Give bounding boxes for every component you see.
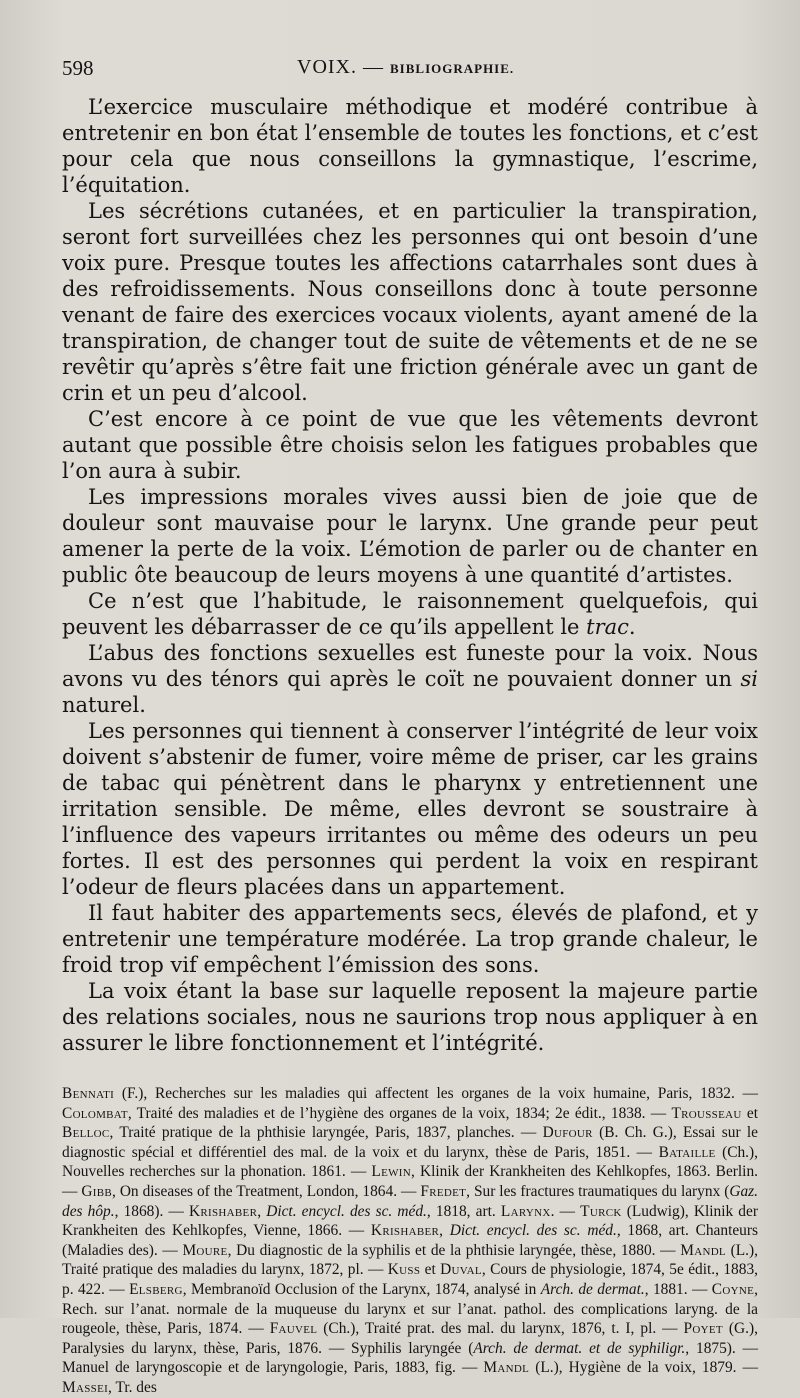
paragraph: Les personnes qui tiennent à conserver l’intégrité de leur voix doivent s’abstenir de fumer, voire même de priser, car les grains de tabac qui pénètrent dans le pharynx y entretiennent une irritation sensible. De même, elles devront se soustraire à l’influence des vapeurs irritantes ou même des odeurs un peu fortes. Il est des personnes qui perdent la voix en respirant l’odeur de fleurs placées dans un appartement. [62, 719, 758, 899]
ref-text: , Tr. des [108, 1378, 157, 1396]
body-text [62, 94, 758, 1056]
ref-text: (L.), Traité pratique des maladies du larynx, 1872, pl. — [62, 1241, 758, 1279]
ref-text: , Klinik der Krankheiten des Kehlkopfes, 1863. Berlin. — [62, 1163, 758, 1200]
ref-text: , 1881. — [644, 1280, 712, 1298]
ref-author: Krishaber [370, 1222, 440, 1240]
ref-text: , Rech. sur l’anat. normale de la muqueuse du larynx et sur l’anat. pathol. des complications laryng. de la rougeole, thèse, Paris, 1874. — [62, 1280, 758, 1338]
italic-term: si [740, 667, 758, 691]
ref-author: Fauvel [269, 1320, 318, 1338]
ref-text: , Traité pratique de la phthisie laryngée, Paris, 1837, planches. — [109, 1124, 543, 1142]
ref-author: Dufour [542, 1124, 593, 1142]
running-title-sub: BIBLIOGRAPHIE. [390, 61, 515, 76]
ref-author: Krishaber [189, 1202, 258, 1220]
ref-text: , Du diagnostic de la syphilis et de la phthisie laryngée, thèse, 1880. — [227, 1241, 681, 1259]
ref-text: , [439, 1222, 450, 1240]
ref-author: Fredet [420, 1182, 467, 1200]
ref-author: Moure [182, 1241, 228, 1259]
ref-text: (F.), Recherches sur les maladies qui affectent les organes de la voix humaine, Paris, 1832. — [114, 1085, 758, 1102]
ref-author: Duval [440, 1261, 482, 1279]
ref-text: . — [550, 1202, 581, 1220]
paragraph: L’exercice musculaire méthodique et modéré contribue à entretenir en bon état l’ensemble de toutes les fonctions, et c’est pour cela que nous conseillons la gymnastique, l’escrime, l’équitation. [62, 95, 758, 197]
ref-text: (Ch.), Nouvelles recherches sur la phonation. 1861. — [62, 1143, 758, 1181]
paragraph: La voix étant la base sur laquelle reposent la majeure partie des relations sociales, nous ne saurions trop nous appliquer à en assurer le libre fonctionnement et l’intégrité. [62, 979, 758, 1055]
ref-journal: Dict. encycl. des sc. méd. [449, 1222, 617, 1240]
running-title [297, 56, 514, 79]
ref-text: , 1875). — Manuel de laryngoscopie et de laryngologie, Paris, 1883, fig. — [62, 1339, 758, 1377]
ref-journal: Arch. de dermat. [540, 1280, 645, 1298]
running-head [62, 56, 758, 90]
ref-author: Gibb [81, 1182, 113, 1200]
paragraph: Les impressions morales vives aussi bien de joie que de douleur sont mauvaise pour le larynx. Une grande peur peut amener la perte de la voix. L’émotion de parler ou de chanter en public ôte beaucoup de leurs moyens à une quantité d’artistes. [62, 485, 758, 587]
ref-text: (L.), Hygiène de la voix, 1879. — [529, 1359, 758, 1377]
ref-text: (G.), Paralysies du larynx, thèse, Paris, 1876. — Syphilis laryngée ( [62, 1320, 758, 1357]
ref-journal: Arch. de dermat. et de syphiligr. [473, 1339, 686, 1357]
running-title-dash: — [357, 56, 390, 78]
ref-text: , Membranoïd Occlusion of the Larynx, 1874, analysé in [182, 1280, 541, 1298]
ref-text: et [741, 1104, 758, 1122]
ref-author: Belloc [62, 1124, 110, 1142]
ref-author: Lewin [371, 1163, 411, 1181]
ref-journal: Gaz. des hôp. [62, 1182, 759, 1220]
ref-text: , On diseases of the Treatment, London, 1864. — [112, 1182, 421, 1200]
running-title-main: VOIX. [297, 56, 357, 78]
ref-author: Trousseau [671, 1104, 742, 1122]
italic-term: trac [586, 615, 629, 639]
paragraph-text: Ce n’est que l’habitude, le raisonnement quelquefois, qui peuvent les débarrasser de ce qu’ils appellent le [62, 589, 758, 639]
ref-text: (B. Ch. G.), Essai sur le diagnostic spécial et différentiel des mal. de la voix et du larynx, thèse de Paris, 1851. — [62, 1124, 758, 1161]
bibliography [62, 1084, 758, 1398]
ref-text: , Traité des maladies et de l’hygiène des organes de la voix, 1834; 2e édit., 1838. — [127, 1104, 672, 1122]
ref-journal: Dict. encycl. des sc. méd. [266, 1202, 427, 1220]
paragraph: C’est encore à ce point de vue que les vêtements devront autant que possible être choisis selon les fatigues probables que l’on aura à subir. [62, 407, 758, 483]
paragraph [62, 588, 758, 640]
ref-author: Kuss [387, 1261, 421, 1279]
ref-article: Larynx [500, 1202, 551, 1220]
ref-text: , 1818, art. [426, 1202, 501, 1220]
ref-text: , [257, 1202, 267, 1220]
ref-author: Mandl [680, 1241, 726, 1259]
ref-author: Colombat [62, 1104, 128, 1122]
page-number: 598 [62, 56, 94, 80]
ref-author: Turck [580, 1202, 622, 1220]
ref-text: , 1868, art. Chanteurs (Maladies des). — [62, 1222, 758, 1259]
ref-text: , Cours de physiologie, 1874, 5e édit., 1883, p. 422. — [62, 1261, 758, 1298]
ref-text: , 1868). — [114, 1202, 189, 1220]
paragraph-text: naturel. [62, 693, 146, 717]
ref-author: Coyne [711, 1280, 755, 1298]
paragraph: Les sécrétions cutanées, et en particulier la transpiration, seront fort surveillées chez les personnes qui ont besoin d’une voix pure. Presque toutes les affections catarrhales sont dues à des refroidissements. Nous conseillons donc à toute personne venant de faire des exercices vocaux violents, ayant amené de la transpiration, de changer tout de suite de vêtements et de ne se revêtir qu’après s’être fait une friction générale avec un gant de crin et un peu d’alcool. [62, 199, 758, 405]
paragraph-text: L’abus des fonctions sexuelles est funeste pour la voix. Nous avons vu des ténors qui après le coït ne pouvaient donner un [62, 641, 758, 691]
ref-text: (Ch.), Traité prat. des mal. du larynx, 1876, t. I, pl. — [317, 1320, 684, 1338]
paragraph [62, 640, 758, 718]
ref-author: Massei [62, 1378, 109, 1396]
ref-author: Elsberg [129, 1280, 183, 1298]
ref-author: Bataille [658, 1143, 716, 1161]
ref-author: Bennati [62, 1085, 115, 1102]
paragraph-text: . [628, 615, 636, 639]
ref-text: , Sur les fractures traumatiques du larynx ( [466, 1182, 730, 1200]
ref-author: Poyet [683, 1320, 723, 1338]
ref-text: et [420, 1261, 441, 1279]
ref-text: (Ludwig), Klinik der Krankheiten des Kehlkopfes, Vienne, 1866. — [62, 1202, 758, 1240]
ref-author: Mandl [483, 1359, 530, 1377]
paragraph: Il faut habiter des appartements secs, élevés de plafond, et y entretenir une température modérée. La trop grande chaleur, le froid trop vif empêchent l’émission des sons. [62, 901, 758, 977]
